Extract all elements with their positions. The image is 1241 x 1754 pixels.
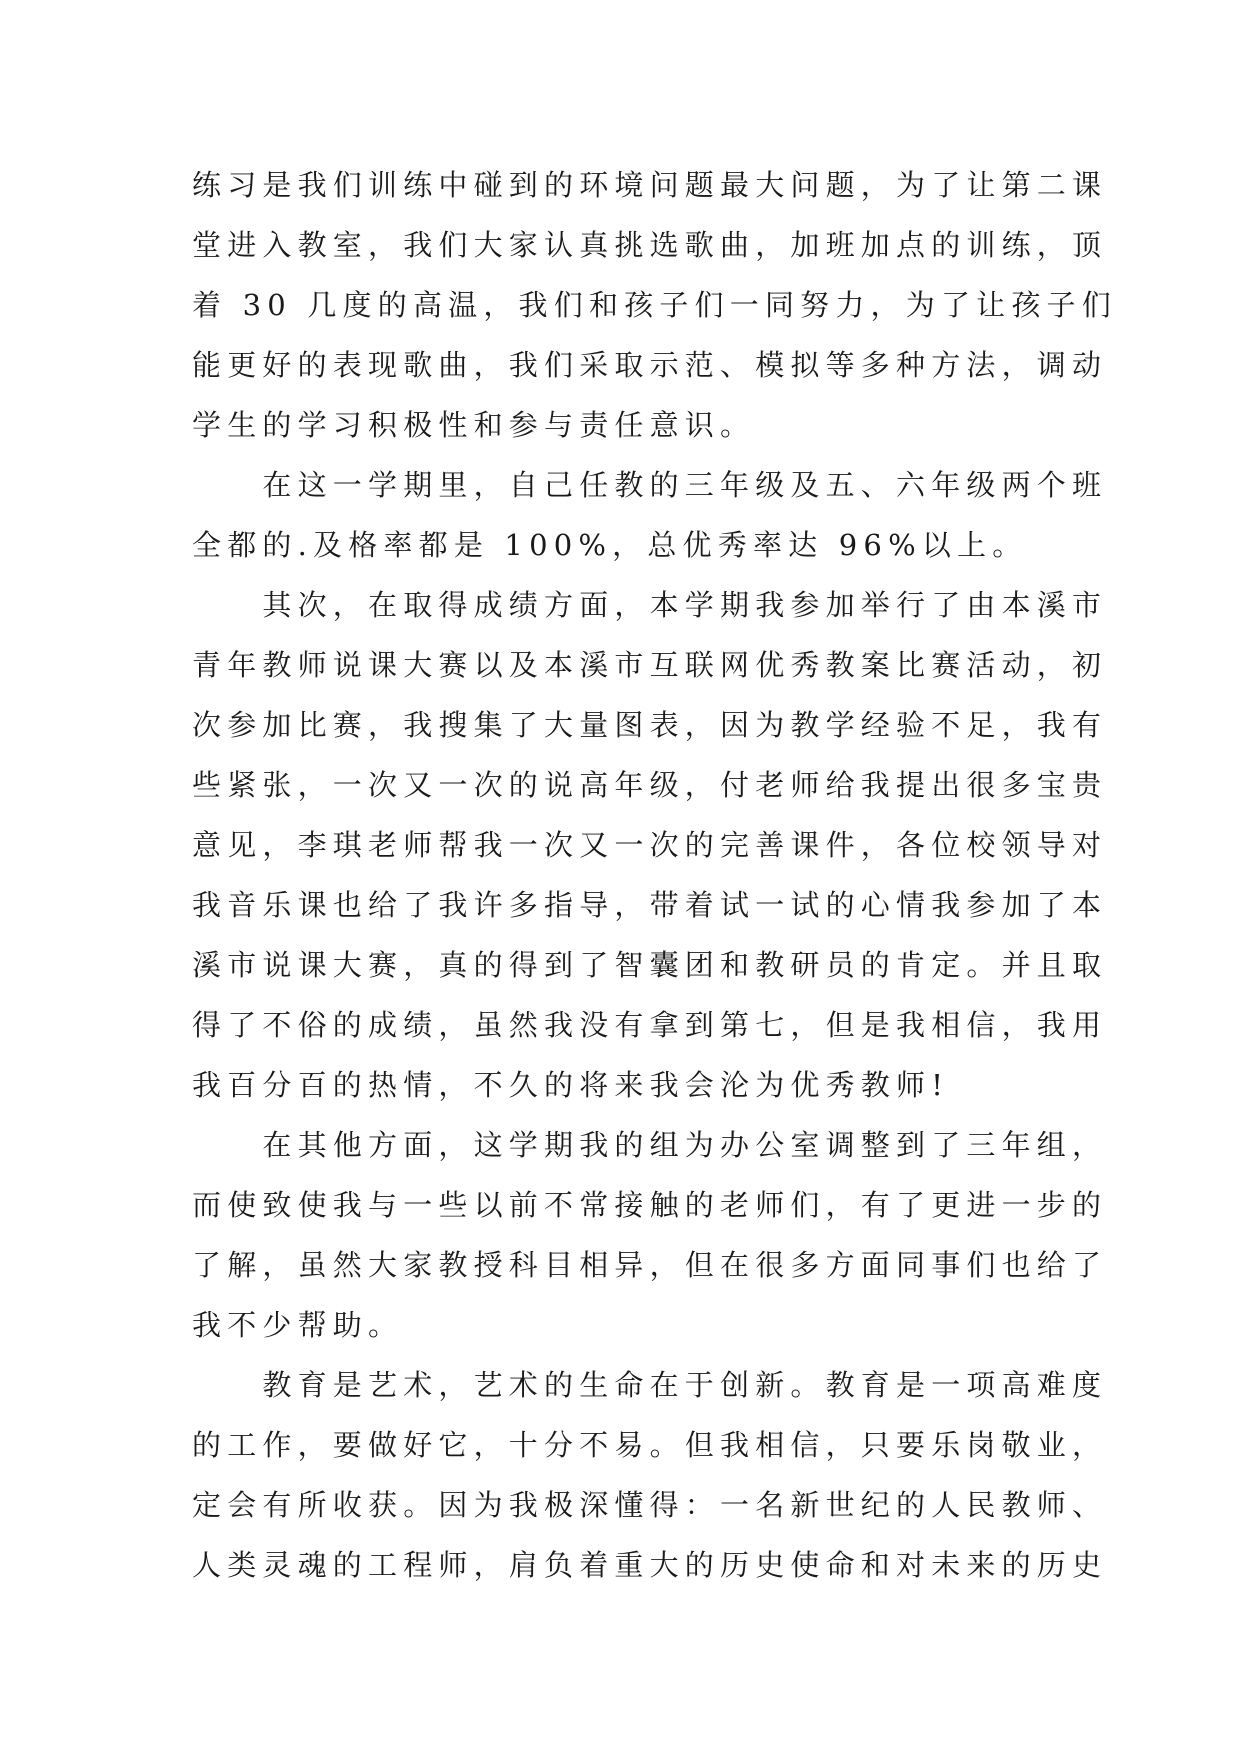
- text-line: 全都的.及格率都是 100%，总优秀率达 96%以上。: [192, 528, 1028, 562]
- text-line: 着 30 几度的高温，我们和孩子们一同努力，为了让孩子们: [192, 288, 1117, 322]
- text-line: 人类灵魂的工程师，肩负着重大的历史使命和对未来的历史: [192, 1548, 1108, 1582]
- text-line: 青年教师说课大赛以及本溪市互联网优秀教案比赛活动，初: [192, 648, 1108, 682]
- text-line: 能更好的表现歌曲，我们采取示范、模拟等多种方法，调动: [192, 348, 1108, 382]
- text-line: 学生的学习积极性和参与责任意识。: [192, 408, 756, 442]
- text-line: 堂进入教室，我们大家认真挑选歌曲，加班加点的训练，顶: [192, 228, 1108, 262]
- text-line: 定会有所收获。因为我极深懂得：一名新世纪的人民教师、: [192, 1488, 1108, 1522]
- text-line: 得了不俗的成绩，虽然我没有拿到第七，但是我相信，我用: [192, 1008, 1108, 1042]
- text-line: 在其他方面，这学期我的组为办公室调整到了三年组，: [192, 1128, 1108, 1162]
- text-line: 溪市说课大赛，真的得到了智囊团和教研员的肯定。并且取: [192, 948, 1108, 982]
- text-line: 次参加比赛，我搜集了大量图表，因为教学经验不足，我有: [192, 708, 1108, 742]
- text-line: 我不少帮助。: [192, 1308, 404, 1342]
- text-line: 意见，李琪老师帮我一次又一次的完善课件，各位校领导对: [192, 828, 1108, 862]
- text-line: 而使致使我与一些以前不常接触的老师们，有了更进一步的: [192, 1188, 1108, 1222]
- text-line: 其次，在取得成绩方面，本学期我参加举行了由本溪市: [192, 588, 1108, 622]
- text-line: 了解，虽然大家教授科目相异，但在很多方面同事们也给了: [192, 1248, 1108, 1282]
- text-line: 练习是我们训练中碰到的环境问题最大问题，为了让第二课: [192, 168, 1108, 202]
- body-text: [192, 155, 1117, 1595]
- text-line: 我音乐课也给了我许多指导，带着试一试的心情我参加了本: [192, 888, 1108, 922]
- text-line: 些紧张，一次又一次的说高年级，付老师给我提出很多宝贵: [192, 768, 1108, 802]
- text-line: 在这一学期里，自己任教的三年级及五、六年级两个班: [192, 468, 1108, 502]
- text-line: 我百分百的热情，不久的将来我会沦为优秀教师!: [192, 1068, 950, 1102]
- text-line: 教育是艺术，艺术的生命在于创新。教育是一项高难度: [192, 1368, 1108, 1402]
- text-line: 的工作，要做好它，十分不易。但我相信，只要乐岗敬业，: [192, 1428, 1108, 1462]
